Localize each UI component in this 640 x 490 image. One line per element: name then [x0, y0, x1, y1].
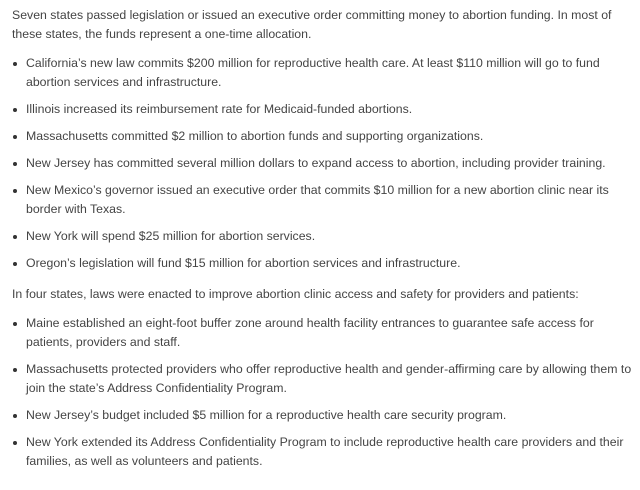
list-item [12, 360, 634, 398]
list-item [12, 254, 634, 273]
bullet-dot-icon [13, 368, 17, 372]
list-item-text: New York extended its Address Confidentiality Program to include reproductive health care providers and their families, as well as volunteers and patients. [26, 435, 624, 468]
bullet-dot-icon [13, 262, 17, 266]
list-item [12, 54, 634, 92]
safety-list [12, 314, 634, 471]
bullet-dot-icon [13, 162, 17, 166]
list-item-text: New York will spend $25 million for abortion services. [26, 229, 316, 243]
bullet-dot-icon [13, 62, 17, 66]
bullet-dot-icon [13, 235, 17, 239]
bullet-dot-icon [13, 135, 17, 139]
funding-list [12, 54, 634, 273]
list-item-text: New Jersey’s budget included $5 million for a reproductive health care security program. [26, 408, 507, 422]
list-item [12, 127, 634, 146]
list-item [12, 100, 634, 119]
bullet-dot-icon [13, 189, 17, 193]
second-paragraph: In four states, laws were enacted to improve abortion clinic access and safety for providers and patients: [12, 287, 579, 301]
list-item-text: Maine established an eight-foot buffer zone around health facility entrances to guarantee safe access for patients, providers and staff. [26, 316, 594, 349]
intro-paragraph: Seven states passed legislation or issued an executive order committing money to abortion funding. In most of these states, the funds represent a one-time allocation. [12, 8, 612, 41]
list-item-text: New Jersey has committed several million dollars to expand access to abortion, including provider training. [26, 156, 606, 170]
list-item-text: New Mexico’s governor issued an executive order that commits $10 million for a new abortion clinic near its border with Texas. [26, 183, 609, 216]
bullet-dot-icon [13, 108, 17, 112]
list-item-text: Massachusetts protected providers who offer reproductive health and gender-affirming care by allowing them to join the state’s Address Confidentiality Program. [26, 362, 632, 395]
bullet-dot-icon [13, 322, 17, 326]
list-item [12, 181, 634, 219]
list-item [12, 314, 634, 352]
bullet-dot-icon [13, 414, 17, 418]
bullet-dot-icon [13, 441, 17, 445]
list-item [12, 227, 634, 246]
list-item-text: California’s new law commits $200 million for reproductive health care. At least $110 million will go to fund abortion services and infrastructure. [26, 56, 600, 89]
list-item [12, 406, 634, 425]
list-item-text: Oregon’s legislation will fund $15 million for abortion services and infrastructure. [26, 256, 461, 270]
list-item-text: Illinois increased its reimbursement rate for Medicaid-funded abortions. [26, 102, 413, 116]
list-item-text: Massachusetts committed $2 million to abortion funds and supporting organizations. [26, 129, 484, 143]
list-item [12, 433, 634, 471]
list-item [12, 154, 634, 173]
